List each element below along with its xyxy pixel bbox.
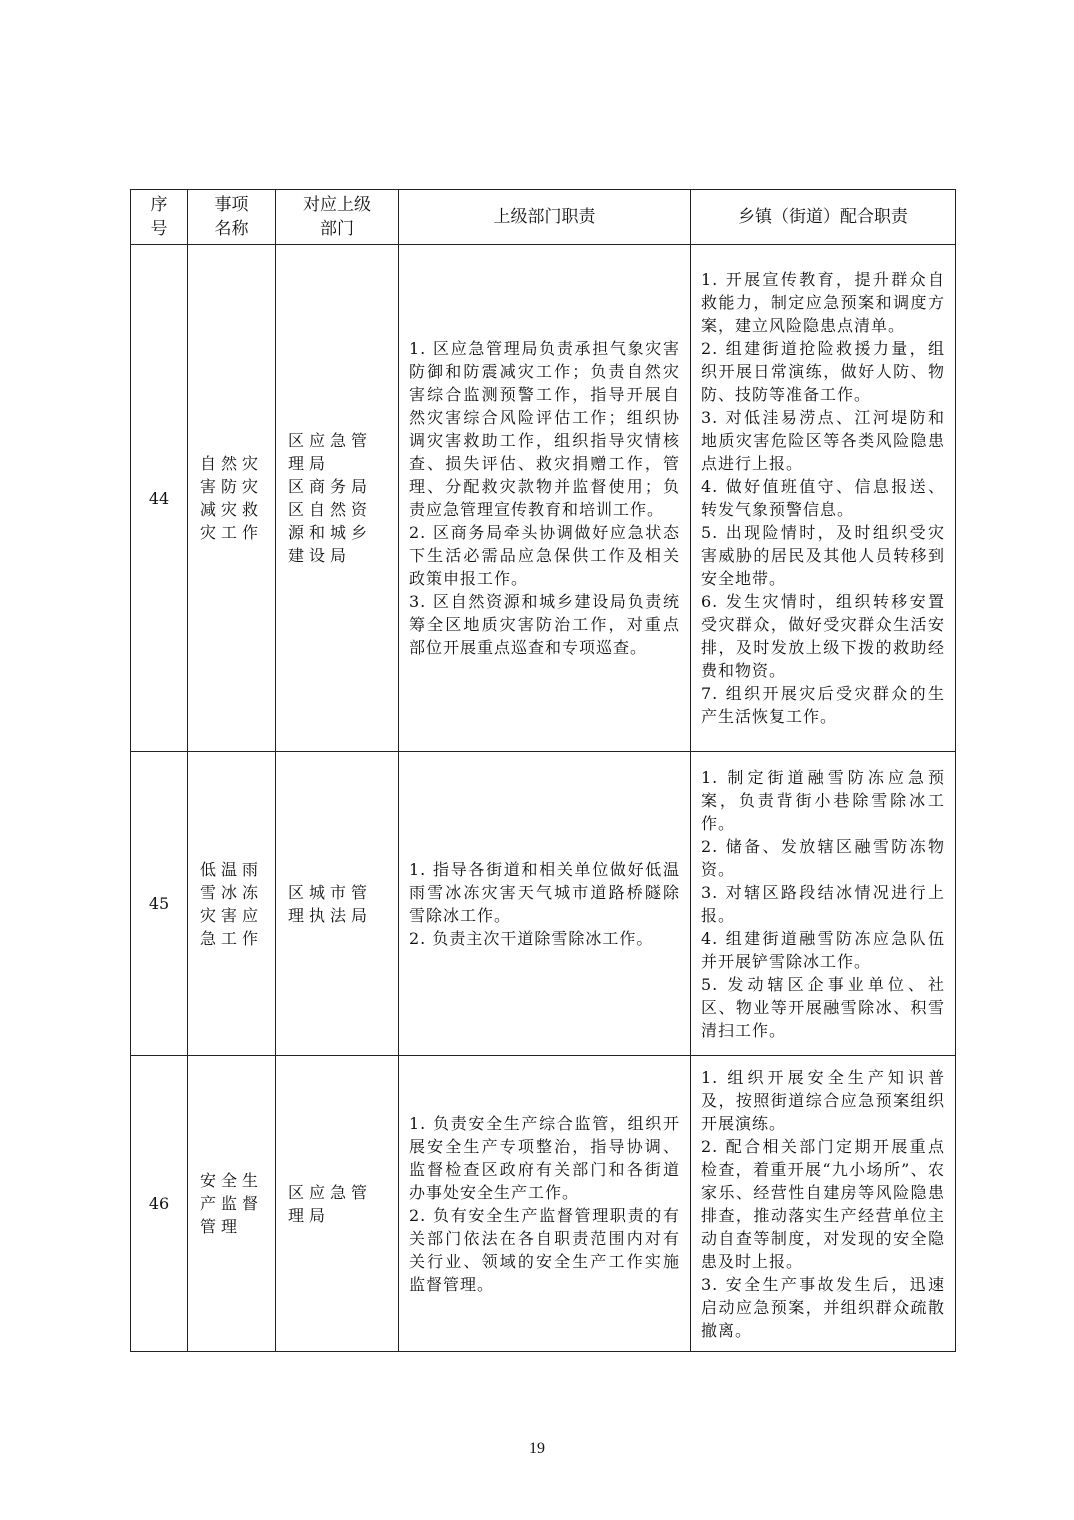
header-town-duty: 乡镇（街道）配合职责 [691, 190, 956, 245]
duty-item: 2. 储备、发放辖区融雪防冻物资。 [701, 836, 945, 879]
duty-item: 2. 负有安全生产监督管理职责的有关部门依法在各自职责范围内对有关行业、领域的安全生产工作实施监督管理。 [409, 1205, 680, 1294]
duty-item: 3. 对辖区路段结冰情况进行上报。 [701, 882, 945, 925]
item-name: 自然灾害防灾减灾救灾工作 [188, 245, 276, 752]
dept-name: 区应急管理局 [288, 1182, 373, 1225]
duty-table [130, 189, 956, 1352]
duty-item: 1. 指导各街道和相关单位做好低温雨雪冰冻灾害天气城市道路桥隧除雪除冰工作。 [409, 859, 680, 925]
duty-item: 1. 制定街道融雪防冻应急预案，负责背街小巷除雪除冰工作。 [701, 767, 945, 833]
item-name: 低温雨雪冰冻灾害应急工作 [188, 752, 276, 1056]
table-header-row [131, 190, 956, 245]
row-number: 44 [131, 245, 188, 752]
upper-duty-cell [399, 752, 691, 1056]
duty-item: 2. 区商务局牵头协调做好应急状态下生活必需品应急保供工作及相关政策申报工作。 [409, 523, 680, 588]
page-number: 19 [529, 1440, 545, 1457]
header-upper-duty: 上级部门职责 [399, 190, 691, 245]
dept-cell [276, 752, 399, 1056]
duty-item: 2. 负责主次干道除雪除冰工作。 [409, 928, 654, 948]
row-number: 46 [131, 1056, 188, 1352]
upper-duty-cell [399, 245, 691, 752]
dept-name: 区自然资源和城乡建设局 [288, 500, 373, 565]
duty-item: 5. 出现险情时，及时组织受灾害威胁的居民及其他人员转移到安全地带。 [701, 523, 945, 588]
table-row [131, 1056, 956, 1352]
duty-item: 4. 组建街道融雪防冻应急队伍并开展铲雪除冰工作。 [701, 928, 945, 971]
item-name: 安全生产监督管理 [188, 1056, 276, 1352]
duty-item: 1. 开展宣传教育，提升群众自救能力，制定应急预案和调度方案，建立风险隐患点清单。 [701, 270, 945, 335]
duty-item: 3. 对低洼易涝点、江河堤防和地质灾害危险区等各类风险隐患点进行上报。 [701, 408, 945, 473]
dept-name: 区应急管理局 [288, 431, 373, 473]
duty-item: 1. 组织开展安全生产知识普及，按照街道综合应急预案组织开展演练。 [701, 1067, 945, 1133]
row-number: 45 [131, 752, 188, 1056]
duty-item: 1. 负责安全生产综合监管，组织开展安全生产专项整治，指导协调、监督检查区政府有关部门和各街道办事处安全生产工作。 [409, 1113, 680, 1202]
duty-item: 6. 发生灾情时，组织转移安置受灾群众，做好受灾群众生活安排，及时发放上级下拨的救助经费和物资。 [701, 592, 945, 680]
table-row [131, 752, 956, 1056]
duty-item: 4. 做好值班值守、信息报送、转发气象预警信息。 [701, 477, 945, 519]
header-name: 事项 名称 [188, 190, 276, 245]
duty-item: 1. 区应急管理局负责承担气象灾害防御和防震减灾工作；负责自然灾害综合监测预警工作，指导开展自然灾害综合风险评估工作；组织协调灾害救助工作，组织指导灾情核查、损失评估、救灾捐赠工作，管理、分配救灾款物并监督使用；负责应急管理宣传教育和培训工作。 [409, 339, 680, 519]
duty-item: 5. 发动辖区企事业单位、社区、物业等开展融雪除冰、积雪清扫工作。 [701, 974, 945, 1040]
town-duty-cell [691, 1056, 956, 1352]
town-duty-cell [691, 245, 956, 752]
dept-name: 区商务局 [288, 477, 373, 496]
dept-cell [276, 245, 399, 752]
dept-name: 区城市管理执法局 [288, 882, 373, 925]
header-dept: 对应上级 部门 [276, 190, 399, 245]
duty-item: 2. 组建街道抢险救援力量，组织开展日常演练，做好人防、物防、技防等准备工作。 [701, 339, 945, 404]
header-no: 序 号 [131, 190, 188, 245]
duty-item: 3. 区自然资源和城乡建设局负责统筹全区地质灾害防治工作，对重点部位开展重点巡查和专项巡查。 [409, 592, 680, 657]
duty-item: 3. 安全生产事故发生后，迅速启动应急预案，并组织群众疏散撤离。 [701, 1274, 945, 1340]
table-row [131, 245, 956, 752]
duty-item: 2. 配合相关部门定期开展重点检查，着重开展“九小场所”、农家乐、经营性自建房等风险隐患排查，推动落实生产经营单位主动自查等制度，对发现的安全隐患及时上报。 [701, 1136, 945, 1271]
upper-duty-cell [399, 1056, 691, 1352]
town-duty-cell [691, 752, 956, 1056]
dept-cell [276, 1056, 399, 1352]
duty-item: 7. 组织开展灾后受灾群众的生产生活恢复工作。 [701, 684, 945, 726]
